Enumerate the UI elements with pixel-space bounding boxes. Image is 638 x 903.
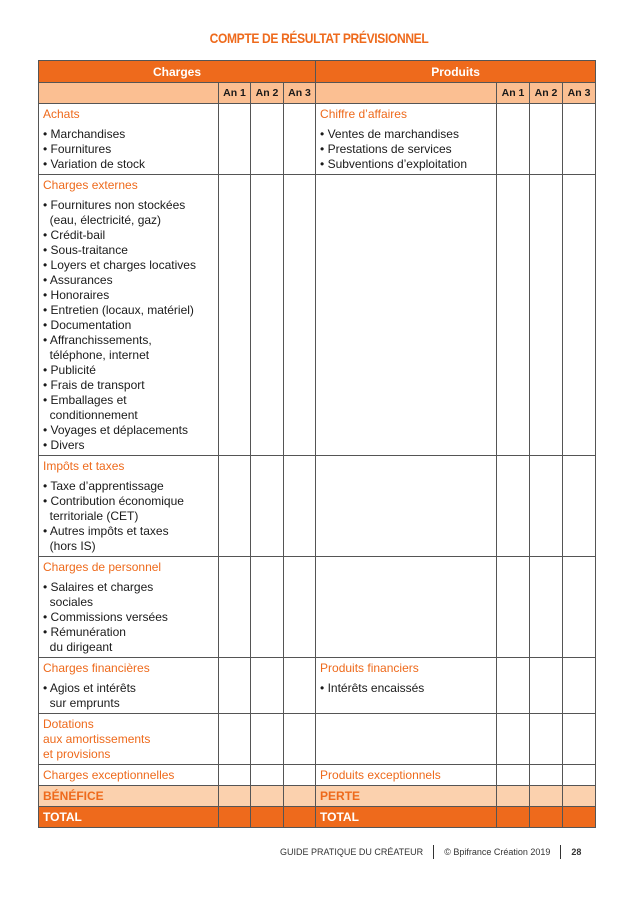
charges-value-cell[interactable] bbox=[284, 714, 316, 765]
right-heading: Produits financiers bbox=[320, 661, 419, 675]
total-row bbox=[39, 807, 596, 828]
left-item: • Honoraires bbox=[43, 288, 110, 302]
charges-value-cell[interactable] bbox=[219, 658, 251, 714]
produits-value-cell[interactable] bbox=[563, 104, 596, 175]
left-item: • Commissions versées bbox=[43, 610, 168, 624]
charges-value-cell[interactable] bbox=[284, 557, 316, 658]
benefice-row-left-label bbox=[39, 786, 219, 807]
left-item: • Publicité bbox=[43, 363, 96, 377]
charges-value-cell[interactable] bbox=[219, 557, 251, 658]
charges-value-cell[interactable] bbox=[219, 714, 251, 765]
produits-value-cell[interactable] bbox=[497, 456, 530, 557]
right-item: • Subventions d’exploitation bbox=[320, 157, 467, 171]
left-item: • Divers bbox=[43, 438, 85, 452]
right-cell bbox=[316, 175, 497, 456]
footer-divider bbox=[433, 845, 434, 859]
left-item: conditionnement bbox=[43, 408, 138, 422]
left-item: • Marchandises bbox=[43, 127, 126, 141]
produits-value-cell[interactable] bbox=[497, 658, 530, 714]
benefice-row-value-cell[interactable] bbox=[219, 786, 251, 807]
right-item: • Intérêts encaissés bbox=[320, 681, 425, 695]
blank-cell bbox=[316, 83, 497, 104]
table-row bbox=[39, 175, 596, 456]
total-row-right-label bbox=[316, 807, 497, 828]
table-row bbox=[39, 658, 596, 714]
left-heading: Impôts et taxes bbox=[43, 459, 125, 473]
right-heading: Produits exceptionnels bbox=[320, 768, 441, 782]
right-cell bbox=[316, 714, 497, 765]
charges-value-cell[interactable] bbox=[284, 765, 316, 786]
produits-value-cell[interactable] bbox=[497, 175, 530, 456]
table-row bbox=[39, 714, 596, 765]
produits-value-cell[interactable] bbox=[563, 456, 596, 557]
benefice-row-value-cell[interactable] bbox=[563, 786, 596, 807]
page-number: 28 bbox=[571, 847, 582, 857]
table-row bbox=[39, 557, 596, 658]
produits-value-cell[interactable] bbox=[563, 765, 596, 786]
left-item: • Emballages et bbox=[43, 393, 127, 407]
charges-value-cell[interactable] bbox=[284, 104, 316, 175]
year-label: An 2 bbox=[530, 83, 563, 104]
year-row bbox=[39, 83, 596, 104]
year-label: An 3 bbox=[284, 83, 316, 104]
charges-value-cell[interactable] bbox=[219, 456, 251, 557]
produits-value-cell[interactable] bbox=[497, 557, 530, 658]
footer-guide: GUIDE PRATIQUE DU CRÉATEUR bbox=[280, 847, 424, 857]
produits-value-cell[interactable] bbox=[530, 104, 563, 175]
table-row bbox=[39, 456, 596, 557]
left-cell bbox=[39, 104, 219, 175]
produits-value-cell[interactable] bbox=[530, 557, 563, 658]
left-item: • Entretien (locaux, matériel) bbox=[43, 303, 194, 317]
left-item: • Voyages et déplacements bbox=[43, 423, 188, 437]
produits-value-cell[interactable] bbox=[563, 714, 596, 765]
left-item: • Fournitures bbox=[43, 142, 112, 156]
left-heading: Achats bbox=[43, 107, 80, 121]
produits-value-cell[interactable] bbox=[530, 175, 563, 456]
charges-value-cell[interactable] bbox=[251, 104, 284, 175]
charges-value-cell[interactable] bbox=[219, 175, 251, 456]
benefice-row-left-text: BÉNÉFICE bbox=[43, 788, 104, 803]
total-row-value-cell[interactable] bbox=[251, 807, 284, 828]
produits-header: Produits bbox=[316, 61, 596, 83]
benefice-row-right-label bbox=[316, 786, 497, 807]
left-item: • Rémunération bbox=[43, 625, 126, 639]
total-row-value-cell[interactable] bbox=[530, 807, 563, 828]
left-cell bbox=[39, 456, 219, 557]
benefice-row bbox=[39, 786, 596, 807]
left-item: sociales bbox=[43, 595, 94, 609]
charges-value-cell[interactable] bbox=[251, 557, 284, 658]
left-item: (eau, électricité, gaz) bbox=[43, 213, 162, 227]
total-row-value-cell[interactable] bbox=[219, 807, 251, 828]
table-row bbox=[39, 765, 596, 786]
left-item: du dirigeant bbox=[43, 640, 113, 654]
year-label: An 2 bbox=[251, 83, 284, 104]
charges-value-cell[interactable] bbox=[251, 765, 284, 786]
left-item: sur emprunts bbox=[43, 696, 120, 710]
charges-value-cell[interactable] bbox=[251, 175, 284, 456]
left-item: • Agios et intérêts bbox=[43, 681, 136, 695]
year-label: An 1 bbox=[497, 83, 530, 104]
right-heading: Chiffre d’affaires bbox=[320, 107, 407, 121]
left-cell bbox=[39, 658, 219, 714]
total-row-value-cell[interactable] bbox=[497, 807, 530, 828]
charges-value-cell[interactable] bbox=[284, 175, 316, 456]
left-item: téléphone, internet bbox=[43, 348, 150, 362]
produits-value-cell[interactable] bbox=[497, 714, 530, 765]
produits-value-cell[interactable] bbox=[497, 765, 530, 786]
left-item: • Salaires et charges bbox=[43, 580, 154, 594]
page-title: COMPTE DE RÉSULTAT PRÉVISIONNEL bbox=[209, 30, 429, 46]
left-item: • Autres impôts et taxes bbox=[43, 524, 169, 538]
right-cell bbox=[316, 557, 497, 658]
charges-value-cell[interactable] bbox=[284, 456, 316, 557]
left-heading: Charges financières bbox=[43, 661, 150, 675]
produits-value-cell[interactable] bbox=[530, 658, 563, 714]
left-heading: Charges de personnel bbox=[43, 560, 162, 574]
page-footer bbox=[280, 845, 581, 859]
charges-value-cell[interactable] bbox=[219, 104, 251, 175]
total-row-value-cell[interactable] bbox=[284, 807, 316, 828]
year-label: An 3 bbox=[563, 83, 596, 104]
left-heading: Charges externes bbox=[43, 178, 138, 192]
total-row-left-text: TOTAL bbox=[43, 809, 82, 824]
charges-header: Charges bbox=[39, 61, 316, 83]
produits-value-cell[interactable] bbox=[497, 104, 530, 175]
benefice-row-value-cell[interactable] bbox=[497, 786, 530, 807]
left-heading: Charges exceptionnelles bbox=[43, 768, 175, 782]
charges-value-cell[interactable] bbox=[251, 456, 284, 557]
produits-value-cell[interactable] bbox=[563, 175, 596, 456]
produits-value-cell[interactable] bbox=[530, 714, 563, 765]
table-row bbox=[39, 104, 596, 175]
right-item: • Prestations de services bbox=[320, 142, 452, 156]
left-item: • Contribution économique bbox=[43, 494, 184, 508]
left-item: territoriale (CET) bbox=[43, 509, 139, 523]
blank-cell bbox=[39, 83, 219, 104]
left-item: • Documentation bbox=[43, 318, 132, 332]
benefice-row-value-cell[interactable] bbox=[251, 786, 284, 807]
left-item: • Variation de stock bbox=[43, 157, 146, 171]
right-item: • Ventes de marchandises bbox=[320, 127, 459, 141]
total-row-value-cell[interactable] bbox=[563, 807, 596, 828]
left-item: • Assurances bbox=[43, 273, 113, 287]
right-cell bbox=[316, 658, 497, 714]
charges-value-cell[interactable] bbox=[219, 765, 251, 786]
charges-value-cell[interactable] bbox=[251, 658, 284, 714]
produits-value-cell[interactable] bbox=[563, 658, 596, 714]
produits-value-cell[interactable] bbox=[530, 765, 563, 786]
income-statement-table bbox=[38, 60, 596, 828]
left-item: • Loyers et charges locatives bbox=[43, 258, 196, 272]
left-cell bbox=[39, 765, 219, 786]
produits-value-cell[interactable] bbox=[563, 557, 596, 658]
year-label: An 1 bbox=[219, 83, 251, 104]
left-cell bbox=[39, 175, 219, 456]
left-item: • Affranchissements, bbox=[43, 333, 152, 347]
footer-copyright: © Bpifrance Création 2019 bbox=[444, 847, 551, 857]
left-item: • Frais de transport bbox=[43, 378, 145, 392]
charges-value-cell[interactable] bbox=[251, 714, 284, 765]
left-heading: Dotations aux amortissements et provisions bbox=[43, 717, 151, 761]
right-cell bbox=[316, 765, 497, 786]
produits-value-cell[interactable] bbox=[530, 456, 563, 557]
left-item: • Sous-traitance bbox=[43, 243, 128, 257]
left-cell bbox=[39, 714, 219, 765]
benefice-row-value-cell[interactable] bbox=[530, 786, 563, 807]
left-item: (hors IS) bbox=[43, 539, 96, 553]
benefice-row-value-cell[interactable] bbox=[284, 786, 316, 807]
right-cell bbox=[316, 456, 497, 557]
right-cell bbox=[316, 104, 497, 175]
benefice-row-right-text: PERTE bbox=[320, 788, 361, 803]
footer-divider bbox=[560, 845, 561, 859]
left-item: • Fournitures non stockées bbox=[43, 198, 186, 212]
total-row-left-label bbox=[39, 807, 219, 828]
total-row-right-text: TOTAL bbox=[320, 809, 359, 824]
charges-value-cell[interactable] bbox=[284, 658, 316, 714]
left-cell bbox=[39, 557, 219, 658]
header-row bbox=[39, 61, 596, 83]
left-item: • Taxe d’apprentissage bbox=[43, 479, 164, 493]
left-item: • Crédit-bail bbox=[43, 228, 106, 242]
